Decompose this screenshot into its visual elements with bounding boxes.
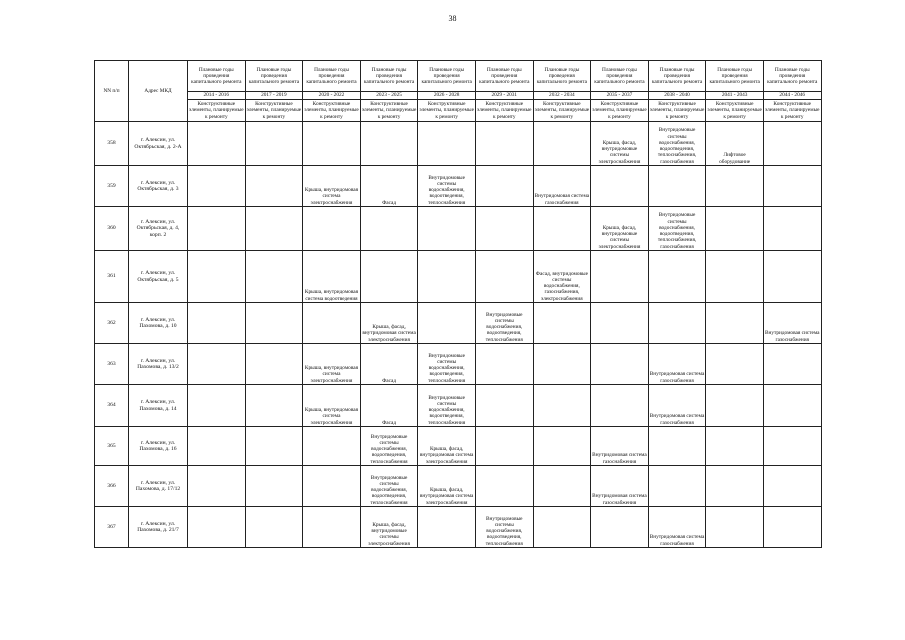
repair-elements-cell <box>245 466 303 507</box>
repair-elements-cell <box>706 207 764 251</box>
header-elements-label: Конструктивные элементы, планируемые к ремонту <box>764 101 820 120</box>
repair-elements-cell <box>648 303 706 344</box>
repair-elements-cell <box>188 466 246 507</box>
repair-elements-cell <box>303 466 361 507</box>
repair-elements-cell: Внутридомовые системы водоснабжения, водоотведения, теплоснабжения <box>418 166 476 207</box>
repair-elements-cell <box>475 427 533 466</box>
repair-elements-cell <box>360 122 418 166</box>
repair-elements-cell <box>591 507 649 548</box>
header-period-title: Плановые годы проведения капитального ремонта <box>648 61 706 92</box>
repair-elements-cell: Крыша, фасад, внутридомовые системы электроснабжения <box>360 507 418 548</box>
repair-elements-cell <box>533 303 591 344</box>
table-row <box>95 466 822 507</box>
row-number: 358 <box>95 122 129 166</box>
header-period-years: 2026 - 2028 <box>418 92 476 100</box>
row-number: 364 <box>95 385 129 427</box>
repair-elements-cell <box>763 466 821 507</box>
repair-elements-cell <box>706 251 764 303</box>
table-row <box>95 207 822 251</box>
header-period-title: Плановые годы проведения капитального ремонта <box>188 61 246 92</box>
row-number: 362 <box>95 303 129 344</box>
repair-elements-cell <box>418 207 476 251</box>
repair-elements-cell <box>303 122 361 166</box>
repair-elements-cell: Крыша, фасад, внутридомовые системы электроснабжения <box>591 122 649 166</box>
repair-elements-cell: Внутридомовые системы водоснабжения, водоотведения, теплоснабжения <box>418 385 476 427</box>
repair-elements-cell <box>475 385 533 427</box>
repair-elements-cell: Фасад <box>360 385 418 427</box>
repair-elements-cell <box>303 427 361 466</box>
capital-repair-plan-table <box>94 60 822 548</box>
repair-elements-cell <box>188 385 246 427</box>
repair-elements-cell: Фасад <box>360 344 418 385</box>
header-period-years: 2017 - 2019 <box>245 92 303 100</box>
header-elements-label: Конструктивные элементы, планируемые к ремонту <box>477 101 532 120</box>
repair-elements-cell <box>245 344 303 385</box>
repair-elements-cell <box>188 207 246 251</box>
repair-elements-cell: Внутридомовые системы водоснабжения, водоотведения, теплоснабжения <box>418 344 476 385</box>
header-elements-label: Конструктивные элементы, планируемые к ремонту <box>189 101 244 120</box>
repair-elements-cell <box>188 251 246 303</box>
table-row <box>95 507 822 548</box>
repair-elements-cell <box>763 251 821 303</box>
repair-elements-cell <box>533 507 591 548</box>
row-number: 363 <box>95 344 129 385</box>
header-period-title: Плановые годы проведения капитального ремонта <box>763 61 821 92</box>
repair-elements-cell <box>188 427 246 466</box>
repair-elements-cell <box>648 251 706 303</box>
repair-elements-cell <box>475 166 533 207</box>
row-address: г. Алексин, ул. Пахомова, д. 17/12 <box>129 466 188 507</box>
repair-elements-cell <box>648 466 706 507</box>
repair-elements-cell: Крыша, фасад, внутридомовая система электроснабжения <box>418 427 476 466</box>
repair-elements-cell: Внутридомовые системы водоснабжения, водоотведения, теплоснабжения <box>360 427 418 466</box>
header-period-years: 2029 - 2031 <box>475 92 533 100</box>
header-period-title: Плановые годы проведения капитального ремонта <box>360 61 418 92</box>
repair-elements-cell: Внутридомовая система газоснабжения <box>591 427 649 466</box>
repair-elements-cell <box>763 344 821 385</box>
repair-elements-cell <box>245 166 303 207</box>
repair-elements-cell: Крыша, внутридомовая система электроснабжения <box>303 385 361 427</box>
page-number: 38 <box>448 14 457 23</box>
header-period-years: 2044 - 2046 <box>763 92 821 100</box>
header-period-years: 2032 - 2034 <box>533 92 591 100</box>
table-row <box>95 303 822 344</box>
header-period-title: Плановые годы проведения капитального ремонта <box>418 61 476 92</box>
row-address: г. Алексин, ул. Пахомова, д. 14 <box>129 385 188 427</box>
repair-elements-cell <box>591 166 649 207</box>
repair-elements-cell <box>245 385 303 427</box>
table-row <box>95 122 822 166</box>
header-elements-label: Конструктивные элементы, планируемые к ремонту <box>304 101 359 120</box>
repair-elements-cell <box>245 207 303 251</box>
repair-elements-cell: Фасад <box>360 166 418 207</box>
header-nn: NN п/п <box>95 61 129 122</box>
repair-elements-cell <box>763 427 821 466</box>
repair-elements-cell <box>591 344 649 385</box>
row-address: г. Алексин, ул. Октябрьская, д. 3 <box>129 166 188 207</box>
table-header <box>95 61 822 122</box>
repair-elements-cell <box>533 207 591 251</box>
row-address: г. Алексин, ул. Октябрьская, д. 2-А <box>129 122 188 166</box>
repair-elements-cell <box>763 507 821 548</box>
header-elements-label: Конструктивные элементы, планируемые к ремонту <box>419 101 474 120</box>
repair-elements-cell <box>533 466 591 507</box>
header-period-title: Плановые годы проведения капитального ремонта <box>533 61 591 92</box>
repair-elements-cell: Крыша, фасад, внутридомовые системы электроснабжения <box>591 207 649 251</box>
repair-elements-cell <box>188 507 246 548</box>
repair-elements-cell <box>303 207 361 251</box>
repair-elements-cell <box>360 207 418 251</box>
repair-elements-cell <box>591 303 649 344</box>
repair-elements-cell <box>188 344 246 385</box>
repair-elements-cell: Крыша, внутридомовая система электроснабжения <box>303 344 361 385</box>
repair-elements-cell <box>418 507 476 548</box>
repair-elements-cell <box>706 303 764 344</box>
row-number: 366 <box>95 466 129 507</box>
header-period-years: 2038 - 2040 <box>648 92 706 100</box>
repair-elements-cell: Внутридомовые системы водоснабжения, водоотведения, теплоснабжения <box>475 507 533 548</box>
repair-elements-cell <box>591 385 649 427</box>
repair-elements-cell <box>303 303 361 344</box>
repair-elements-cell <box>591 251 649 303</box>
repair-elements-cell: Внутридомовая система газоснабжения <box>591 466 649 507</box>
row-address: г. Алексин, ул. Пахомова, д. 10 <box>129 303 188 344</box>
repair-elements-cell: Внутридомовая система газоснабжения <box>648 385 706 427</box>
repair-elements-cell <box>360 251 418 303</box>
repair-elements-cell: Лифтовое оборудование <box>706 122 764 166</box>
repair-elements-cell <box>763 385 821 427</box>
repair-elements-cell <box>763 166 821 207</box>
repair-elements-cell <box>188 166 246 207</box>
header-elements-label: Конструктивные элементы, планируемые к ремонту <box>707 101 762 120</box>
repair-elements-cell <box>303 507 361 548</box>
repair-elements-cell: Фасад, внутридомовые системы водоснабжения, газоснабжения, электроснабжения <box>533 251 591 303</box>
repair-elements-cell <box>706 344 764 385</box>
row-number: 365 <box>95 427 129 466</box>
repair-elements-cell <box>648 427 706 466</box>
repair-elements-cell: Внутридомовая система газоснабжения <box>533 166 591 207</box>
header-period-years: 2035 - 2037 <box>591 92 649 100</box>
repair-elements-cell <box>188 122 246 166</box>
header-period-title: Плановые годы проведения капитального ремонта <box>475 61 533 92</box>
row-number: 361 <box>95 251 129 303</box>
header-period-years: 2041 - 2043 <box>706 92 764 100</box>
repair-elements-cell: Внутридомовые системы водоснабжения, водоотведения, теплоснабжения, газоснабжения <box>648 207 706 251</box>
row-address: г. Алексин, ул. Октябрьская, д. 5 <box>129 251 188 303</box>
header-period-years: 2014 - 2016 <box>188 92 246 100</box>
header-period-title: Плановые годы проведения капитального ремонта <box>706 61 764 92</box>
header-period-title: Плановые годы проведения капитального ремонта <box>591 61 649 92</box>
header-address: Адрес МКД <box>129 61 188 122</box>
header-period-title: Плановые годы проведения капитального ремонта <box>303 61 361 92</box>
row-address: г. Алексин, ул. Пахомова, д. 13/2 <box>129 344 188 385</box>
repair-elements-cell <box>706 427 764 466</box>
repair-elements-cell <box>475 344 533 385</box>
header-period-years: 2020 - 2022 <box>303 92 361 100</box>
repair-elements-cell <box>763 207 821 251</box>
header-period-title: Плановые годы проведения капитального ремонта <box>245 61 303 92</box>
repair-elements-cell <box>475 207 533 251</box>
repair-elements-cell: Крыша, фасад, внутридомовая система электроснабжения <box>360 303 418 344</box>
repair-elements-cell: Крыша, внутридомовая система водоотведения <box>303 251 361 303</box>
repair-elements-cell <box>245 251 303 303</box>
repair-elements-cell <box>706 166 764 207</box>
repair-elements-cell <box>188 303 246 344</box>
repair-elements-cell <box>418 122 476 166</box>
repair-elements-cell <box>418 251 476 303</box>
row-address: г. Алексин, ул. Пахомова, д. 21/7 <box>129 507 188 548</box>
header-period-years: 2023 - 2025 <box>360 92 418 100</box>
header-elements-label: Конструктивные элементы, планируемые к ремонту <box>246 101 302 120</box>
row-number: 367 <box>95 507 129 548</box>
repair-elements-cell <box>533 427 591 466</box>
repair-elements-cell <box>706 385 764 427</box>
header-elements-label: Конструктивные элементы, планируемые к ремонту <box>592 101 647 120</box>
repair-elements-cell <box>533 122 591 166</box>
repair-elements-cell: Крыша, фасад, внутридомовая система электроснабжения <box>418 466 476 507</box>
repair-elements-cell: Внутридомовые системы водоснабжения, водоотведения, теплоснабжения <box>360 466 418 507</box>
repair-elements-cell <box>706 466 764 507</box>
repair-elements-cell <box>533 344 591 385</box>
header-elements-label: Конструктивные элементы, планируемые к ремонту <box>649 101 705 120</box>
repair-elements-cell <box>245 122 303 166</box>
repair-elements-cell <box>245 507 303 548</box>
repair-elements-cell: Внутридомовая система газоснабжения <box>648 344 706 385</box>
table-row <box>95 251 822 303</box>
row-number: 360 <box>95 207 129 251</box>
row-address: г. Алексин, ул. Пахомова, д. 16 <box>129 427 188 466</box>
repair-elements-cell: Внутридомовые системы водоснабжения, водоотведения, теплоснабжения <box>475 303 533 344</box>
table-body <box>95 122 822 548</box>
repair-elements-cell: Внутридомовая система газоснабжения <box>763 303 821 344</box>
repair-elements-cell: Внутридомовая система газоснабжения <box>648 507 706 548</box>
header-elements-label: Конструктивные элементы, планируемые к ремонту <box>534 101 590 120</box>
repair-elements-cell <box>475 466 533 507</box>
repair-elements-cell <box>245 303 303 344</box>
repair-elements-cell <box>533 385 591 427</box>
repair-elements-cell <box>706 507 764 548</box>
table-row <box>95 166 822 207</box>
repair-elements-cell <box>763 122 821 166</box>
table-row <box>95 427 822 466</box>
repair-elements-cell: Внутридомовые системы водоснабжения, водоотведения, теплоснабжения, газоснабжения <box>648 122 706 166</box>
repair-elements-cell <box>475 251 533 303</box>
header-elements-label: Конструктивные элементы, планируемые к ремонту <box>361 101 417 120</box>
table-row <box>95 344 822 385</box>
repair-elements-cell <box>648 166 706 207</box>
repair-elements-cell <box>475 122 533 166</box>
table-row <box>95 385 822 427</box>
row-address: г. Алексин, ул. Октябрьская, д. 4, корп. 2 <box>129 207 188 251</box>
row-number: 359 <box>95 166 129 207</box>
repair-elements-cell <box>245 427 303 466</box>
repair-elements-cell <box>418 303 476 344</box>
repair-elements-cell: Крыша, внутридомовая система электроснабжения <box>303 166 361 207</box>
